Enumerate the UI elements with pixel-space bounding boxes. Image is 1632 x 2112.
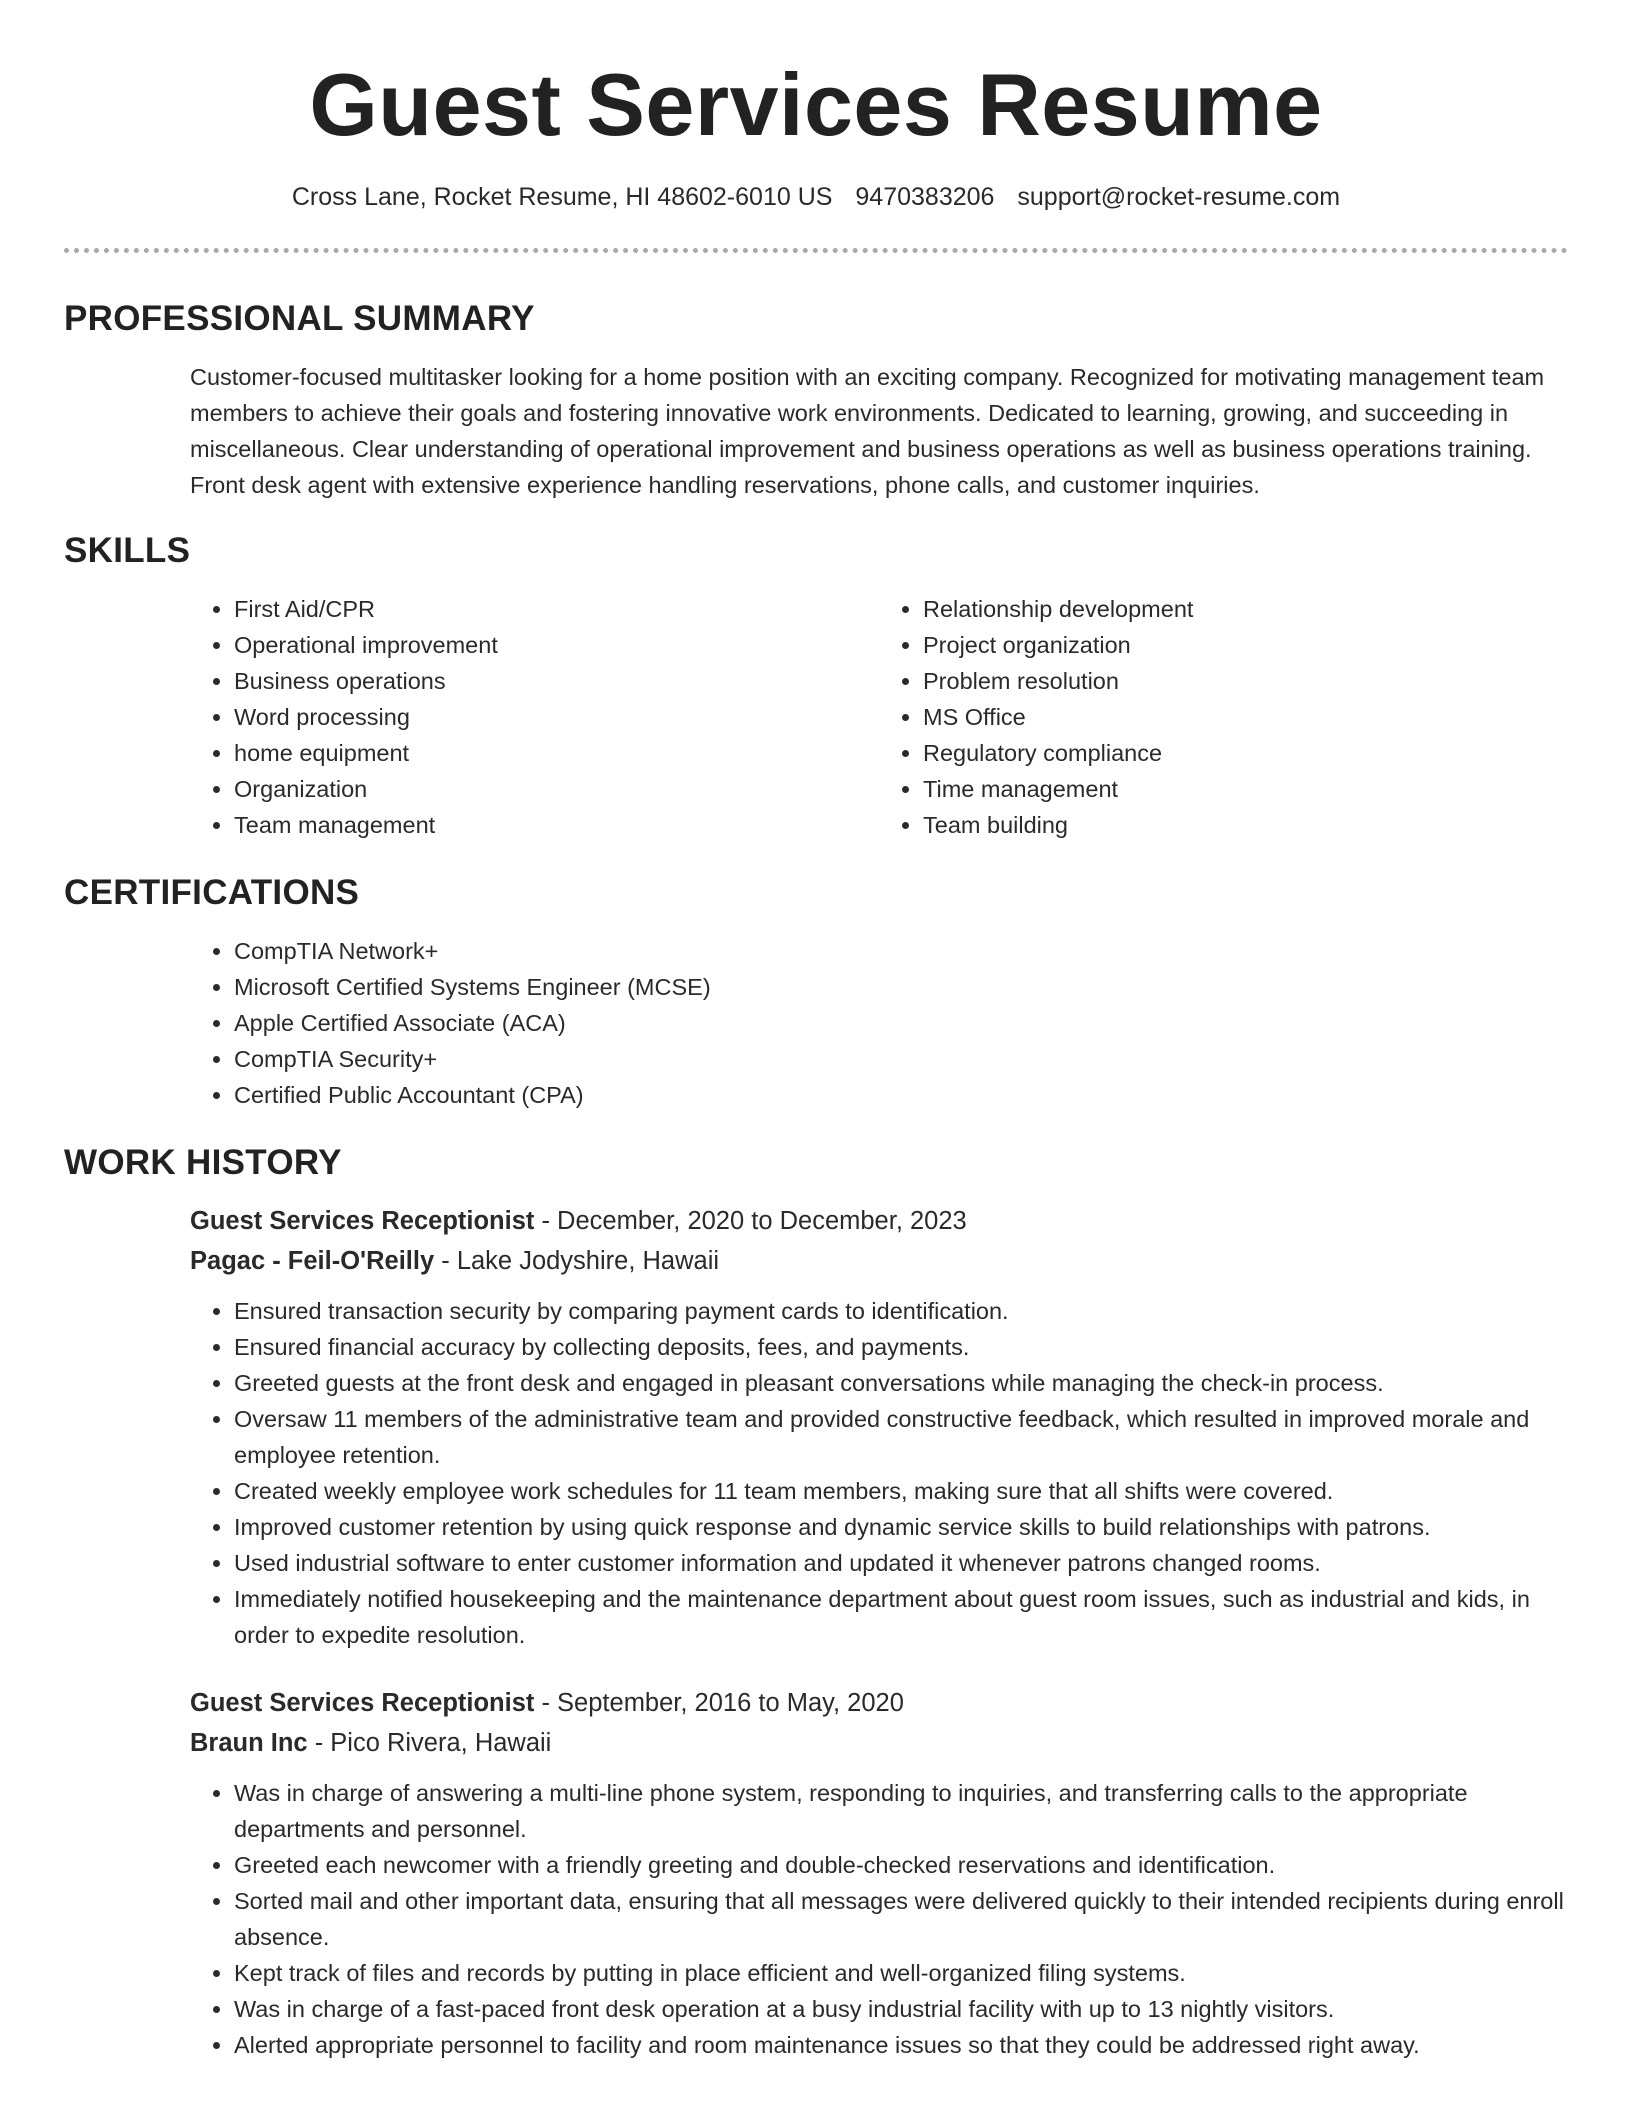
contact-line bbox=[0, 180, 1632, 214]
job-bullets bbox=[190, 1775, 1568, 2063]
skill-item: • Business operations bbox=[234, 663, 879, 699]
job-company-line bbox=[190, 1723, 1568, 1763]
contact-phone: 9470383206 bbox=[855, 183, 995, 211]
certification-item: • CompTIA Security+ bbox=[234, 1041, 1568, 1077]
job-bullet: • Kept track of files and records by putting in place efficient and well-organized filing systems. bbox=[234, 1955, 1568, 1991]
skills-list-left bbox=[190, 591, 879, 843]
job-entry bbox=[190, 1201, 1568, 1653]
skill-item: • Team management bbox=[234, 807, 879, 843]
skill-item: • Regulatory compliance bbox=[923, 735, 1568, 771]
job-title: Guest Services Receptionist bbox=[190, 1207, 535, 1235]
job-bullet: • Greeted each newcomer with a friendly greeting and double-checked reservations and identification. bbox=[234, 1847, 1568, 1883]
job-bullet: • Immediately notified housekeeping and the maintenance department about guest room issues, such as industrial and kids, in order to expedite resolution. bbox=[234, 1581, 1568, 1653]
job-bullet: • Ensured transaction security by comparing payment cards to identification. bbox=[234, 1293, 1568, 1329]
job-bullet: • Alerted appropriate personnel to facility and room maintenance issues so that they could be addressed right away. bbox=[234, 2027, 1568, 2063]
skills-section bbox=[64, 529, 1568, 843]
resume-title: Guest Services Resume bbox=[309, 55, 1323, 154]
job-bullet: • Oversaw 11 members of the administrative team and provided constructive feedback, which resulted in improved morale and employee retention. bbox=[234, 1401, 1568, 1473]
header-divider bbox=[64, 248, 1568, 253]
job-company: Pagac - Feil-O'Reilly bbox=[190, 1247, 435, 1275]
certifications-section bbox=[64, 871, 1568, 1113]
skill-item: • Team building bbox=[923, 807, 1568, 843]
contact-email: support@rocket-resume.com bbox=[1017, 183, 1341, 211]
job-title: Guest Services Receptionist bbox=[190, 1689, 535, 1717]
summary-section bbox=[64, 297, 1568, 503]
skill-item: • Problem resolution bbox=[923, 663, 1568, 699]
job-bullet: • Was in charge of a fast-paced front desk operation at a busy industrial facility with up to 13 nightly visitors. bbox=[234, 1991, 1568, 2027]
certification-item: • Apple Certified Associate (ACA) bbox=[234, 1005, 1568, 1041]
job-bullet: • Sorted mail and other important data, ensuring that all messages were delivered quickly to their intended recipients during enroll absence. bbox=[234, 1883, 1568, 1955]
skill-item: • Relationship development bbox=[923, 591, 1568, 627]
skills-columns bbox=[190, 591, 1568, 843]
job-title-line bbox=[190, 1683, 1568, 1723]
summary-heading: PROFESSIONAL SUMMARY bbox=[64, 299, 535, 338]
work-history-section bbox=[64, 1141, 1568, 2063]
job-location: - Lake Jodyshire, Hawaii bbox=[434, 1247, 720, 1275]
job-entry bbox=[190, 1683, 1568, 2063]
skills-heading: SKILLS bbox=[64, 531, 191, 570]
job-company-line bbox=[190, 1241, 1568, 1281]
job-bullets bbox=[190, 1293, 1568, 1653]
job-bullet: • Was in charge of answering a multi-line phone system, responding to inquiries, and transferring calls to the appropriate departments and personnel. bbox=[234, 1775, 1568, 1847]
skill-item: • Project organization bbox=[923, 627, 1568, 663]
contact-address: Cross Lane, Rocket Resume, HI 48602-6010 US bbox=[291, 183, 833, 211]
skill-item: • MS Office bbox=[923, 699, 1568, 735]
skill-item: • Organization bbox=[234, 771, 879, 807]
job-bullet: • Greeted guests at the front desk and engaged in pleasant conversations while managing the check-in process. bbox=[234, 1365, 1568, 1401]
certification-item: • Microsoft Certified Systems Engineer (MCSE) bbox=[234, 969, 1568, 1005]
job-bullet: • Used industrial software to enter customer information and updated it whenever patrons changed rooms. bbox=[234, 1545, 1568, 1581]
skill-item: • home equipment bbox=[234, 735, 879, 771]
job-bullet: • Improved customer retention by using quick response and dynamic service skills to build relationships with patrons. bbox=[234, 1509, 1568, 1545]
skills-list-right bbox=[879, 591, 1568, 843]
work-history-heading: WORK HISTORY bbox=[64, 1143, 342, 1182]
certifications-heading: CERTIFICATIONS bbox=[64, 873, 360, 912]
job-dates: - December, 2020 to December, 2023 bbox=[534, 1207, 967, 1235]
resume-header bbox=[0, 0, 1632, 214]
job-title-line bbox=[190, 1201, 1568, 1241]
summary-text: Customer-focused multitasker looking for a home position with an exciting company. Recognized for motivating management team members to achieve their goals and fostering innovative work environments. Dedicated to learning, growing, and succeeding in miscellaneous. Clear understanding of operational improvement and business operations as well as business operations training. Front desk agent with extensive experience handling reservations, phone calls, and customer inquiries. bbox=[190, 364, 1545, 498]
job-location: - Pico Rivera, Hawaii bbox=[307, 1729, 552, 1757]
certification-item: • Certified Public Accountant (CPA) bbox=[234, 1077, 1568, 1113]
certification-item: • CompTIA Network+ bbox=[234, 933, 1568, 969]
skill-item: • First Aid/CPR bbox=[234, 591, 879, 627]
skill-item: • Operational improvement bbox=[234, 627, 879, 663]
job-company: Braun Inc bbox=[190, 1729, 308, 1757]
job-bullet: • Ensured financial accuracy by collecting deposits, fees, and payments. bbox=[234, 1329, 1568, 1365]
job-dates: - September, 2016 to May, 2020 bbox=[534, 1689, 904, 1717]
job-bullet: • Created weekly employee work schedules for 11 team members, making sure that all shifts were covered. bbox=[234, 1473, 1568, 1509]
certifications-list bbox=[190, 933, 1568, 1113]
skill-item: • Time management bbox=[923, 771, 1568, 807]
skill-item: • Word processing bbox=[234, 699, 879, 735]
